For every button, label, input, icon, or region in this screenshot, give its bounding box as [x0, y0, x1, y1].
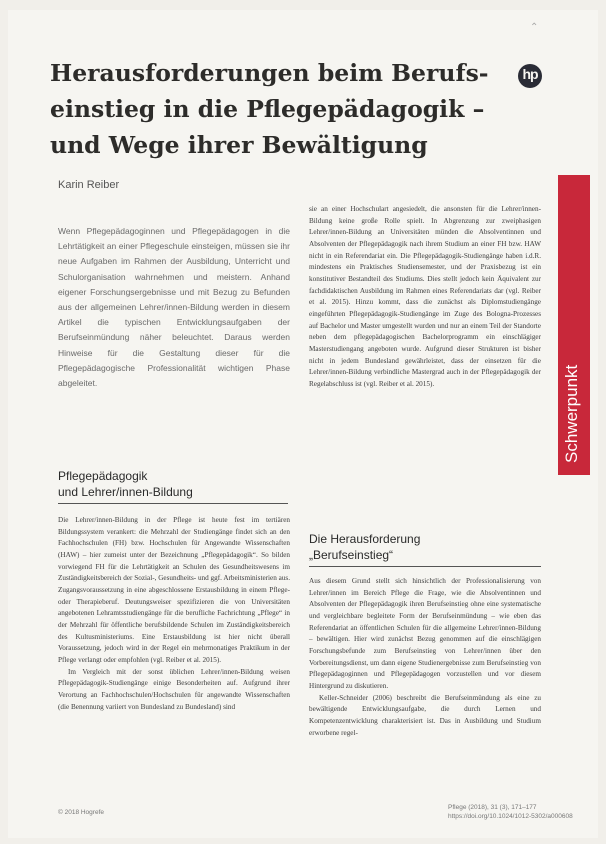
section-heading-lehrerbildung: [58, 468, 193, 500]
section-heading-line: „Berufseinstieg“: [309, 548, 394, 562]
footer-copyright: © 2018 Hogrefe: [58, 809, 104, 816]
body-column-right-bottom: [309, 576, 541, 739]
body-paragraph: sie an einer Hochschulart angesiedelt, die ansonsten für die Lehrer/innen-Bildung keine große Rolle spielt. In Abgrenzung zur zweiphasigen Lehrer/innen-Bildung an Universitäten münden die Absolventinnen und Absolventen der Pflegepädagogik nach ihrem Studium an einer FH bzw. HAW nicht in ein Referendariat ein. Die Pflegepädagogik-Studiengänge haben i.d.R. mindestens ein Praktisches Studiensemester, und der Praxisbezug ist ein konstitutiver Bestandteil des Studiums. Dies stellt jedoch kein Äquivalent zur fachdidaktischen Ausbildung im Rahmen eines Referendariats dar (vgl. Reiber et al. 2015). Hinzu kommt, dass die zunächst als Diplomstudiengänge eingeführten Pflegepädagogik-Studiengänge im Zuge des Bologna-Prozesses auf Bachelor und Master umgestellt wurden und nur an einem Teil der Standorte neben dem pflegepädagogischen Bachelorprogramm ein einschlägiger Masterstudiengang angeboten wurde. Aufgrund dieser Strukturen ist bisher nicht in jedem Bundesland gewährleistet, dass der einsetzen für die Lehrer/innen-Bildung verbindliche Mastergrad auch in der Pflegepädagogik der Regelabschluss ist (vgl. Reiber et al. 2015).: [309, 205, 541, 388]
section-heading-line: Pflegepädagogik: [58, 469, 148, 483]
publisher-logo-text: hp: [522, 66, 538, 82]
body-paragraph: Die Lehrer/innen-Bildung in der Pflege ist heute fest im tertiären Bildungssystem verankert: die Mehrzahl der Studiengänge findet sich an den Fachhochschulen (FH) bzw. Hochschulen für Angewandte Wissenschaften (HAW) – hier zumeist unter der Bezeichnung „Pflegepädagogik“. So bilden vorwiegend FH für die Lehrtätigkeit an Schulen des Gesundheitswesens im Zuständigkeitsbereich der Sozial-, Gesundheits- und ggf. Arbeitsministerien aus. Zugangsvoraussetzung in eine abgeschlossene Erstausbildung in einem Pflege- oder Therapieberuf. Deutungsweiser spezifizieren die von Universitäten angebotenen Lehramtsstudiengänge für die berufliche Fachrichtung „Pflege“ in der Mehrzahl für öffentliche berufsbildende Schulen im Zuständigkeitsbereich des Kultusministeriums. Eine Erstausbildung ist hier nicht überall Voraussetzung, jedoch wird in der Regel ein mehrmonatiges Praktikum in der Pflege verlangt oder empfohlen (vgl. Reiber et al. 2015).: [58, 516, 290, 664]
section-tab-label: Schwerpunkt: [562, 364, 581, 463]
heading-underline: [309, 566, 541, 567]
section-heading-line: Die Herausforderung: [309, 532, 421, 546]
section-heading-line: und Lehrer/innen-Bildung: [58, 485, 193, 499]
section-tab: [558, 175, 590, 475]
title-line-3: und Wege ihrer Bewältigung: [50, 131, 428, 159]
title-line-1: Herausforderungen beim Berufs-: [50, 59, 489, 87]
body-paragraph: Keller-Schneider (2006) beschreibt die Berufseinmündung als eine zu bewältigende Entwicklungsaufgabe, die durch Lernen und Kompetenzentwicklung charakterisiert ist. Das in Ausbildung und Studium erworbene regel-: [309, 693, 541, 737]
body-paragraph: Aus diesem Grund stellt sich hinsichtlich der Professionalisierung von Lehrer/innen im Bereich Pflege die Frage, wie die Absolventinnen und Absolventen der Pflegepädagogik ihren Berufseinstieg ohne eine systematische und vergleichbare begleitete Form der Berufseinmündung – wie eben das Referendariat an öffentlichen Schulen für die allgemeine Lehrer/innen-Bildung – bewältigen. Hier wird zunächst Bezug genommen auf die einschlägigen Forschungsbefunde zum Berufseinstieg von Lehrer/innen über den Vorbereitungsdienst, um dann eigene Studienergebnisse zum Berufseinstieg von Pflegepädagoginnen und Pflegepädagogen vorzustellen und vor diesem Hintergrund zu diskutieren.: [309, 577, 541, 690]
footer-journal-ref: Pflege (2018), 31 (3), 171–177: [448, 804, 537, 811]
body-column-right-top: [309, 204, 541, 391]
publisher-logo-icon: [518, 64, 542, 88]
body-paragraph: Im Vergleich mit der sonst üblichen Lehrer/innen-Bildung weisen Pflegepädagogik-Studiengänge einige Besonderheiten auf. Aufgrund ihrer Verortung an Fachhochschulen/Hochschulen für angewandte Wissenschaften (die Benennung variiert von Bundesland zu Bundesland) sind: [58, 667, 290, 711]
article-title: [50, 55, 490, 163]
article-abstract: Wenn Pflegepädagoginnen und Pflegepädagogen in die Lehrtätigkeit an einer Pflegeschule einsteigen, müssen sie ihr neue Aufgaben im Rahmen der Ausbildung, Unterricht und Schulorganisation wahrnehmen und meistern. Anhand eigener Forschungsergebnisse und mit Bezug zu Befunden aus der allgemeinen Lehrer/innen-Bildung werden in diesem Artikel die typischen Entwicklungsaufgaben der Berufseinmündung näher beleuchtet. Daraus werden Hinweise für die Gestaltung dieser für die Pflegepädagogische Professionalität wichtigen Phase abgeleitet.: [58, 226, 290, 389]
footer-citation: [448, 804, 573, 821]
author-name: Karin Reiber: [58, 179, 120, 191]
footer-doi: https://doi.org/10.1024/1012-5302/a000608: [448, 812, 573, 820]
page-corner-mark: ⌃: [530, 22, 539, 33]
section-heading-berufseinstieg: [309, 531, 420, 563]
title-line-2: einstieg in die Pflegepädagogik –: [50, 95, 485, 123]
heading-underline: [58, 503, 288, 504]
body-column-left: [58, 515, 290, 713]
